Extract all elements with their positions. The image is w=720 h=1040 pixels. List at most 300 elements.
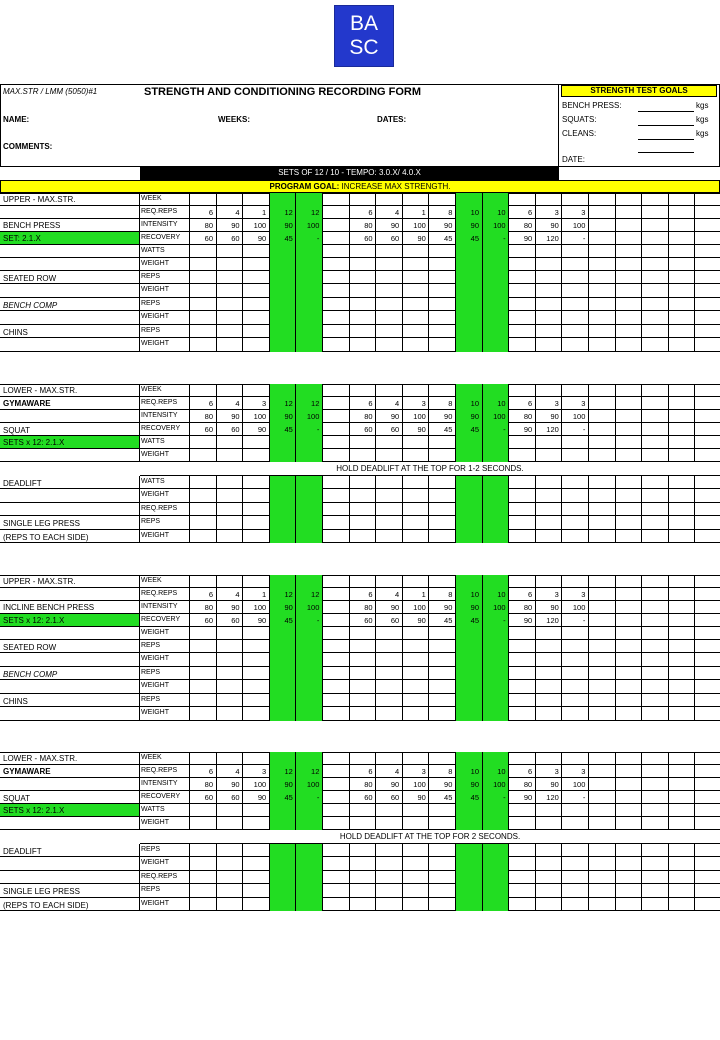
value-cell[interactable]: 90 <box>216 778 243 791</box>
value-cell[interactable]: 90 <box>455 219 482 232</box>
value-cell[interactable] <box>375 245 402 258</box>
value-cell[interactable]: 10 <box>455 588 482 601</box>
value-cell[interactable]: 10 <box>455 397 482 410</box>
value-cell[interactable]: - <box>295 423 322 436</box>
value-cell[interactable]: 6 <box>508 397 535 410</box>
value-cell[interactable]: 3 <box>242 397 269 410</box>
value-cell[interactable]: 90 <box>455 778 482 791</box>
value-cell[interactable] <box>402 898 429 911</box>
value-cell[interactable] <box>535 298 562 311</box>
value-cell[interactable] <box>694 575 720 588</box>
value-cell[interactable] <box>588 219 615 232</box>
value-cell[interactable] <box>428 680 455 694</box>
value-cell[interactable]: 4 <box>375 206 402 219</box>
value-cell[interactable] <box>428 449 455 462</box>
value-cell[interactable] <box>535 857 562 871</box>
value-cell[interactable] <box>269 694 296 707</box>
value-cell[interactable]: 100 <box>402 219 429 232</box>
value-cell[interactable] <box>322 516 349 530</box>
value-cell[interactable] <box>242 817 269 830</box>
value-cell[interactable] <box>508 575 535 588</box>
value-cell[interactable]: 6 <box>189 765 216 778</box>
value-cell[interactable] <box>349 844 376 857</box>
value-cell[interactable] <box>349 653 376 667</box>
value-cell[interactable] <box>216 436 243 449</box>
value-cell[interactable] <box>242 284 269 298</box>
value-cell[interactable]: 10 <box>482 588 509 601</box>
value-cell[interactable] <box>694 311 720 325</box>
value-cell[interactable]: - <box>482 614 509 627</box>
value-cell[interactable] <box>402 694 429 707</box>
value-cell[interactable] <box>535 653 562 667</box>
value-cell[interactable] <box>668 614 695 627</box>
value-cell[interactable] <box>482 530 509 543</box>
value-cell[interactable] <box>561 871 588 884</box>
value-cell[interactable] <box>402 884 429 898</box>
value-cell[interactable] <box>402 871 429 884</box>
value-cell[interactable] <box>561 311 588 325</box>
value-cell[interactable] <box>615 245 642 258</box>
value-cell[interactable] <box>694 817 720 830</box>
value-cell[interactable] <box>242 503 269 516</box>
value-cell[interactable]: 90 <box>508 791 535 804</box>
value-cell[interactable] <box>482 516 509 530</box>
value-cell[interactable]: 80 <box>349 410 376 423</box>
value-cell[interactable] <box>269 640 296 653</box>
value-cell[interactable] <box>561 325 588 338</box>
value-cell[interactable]: 6 <box>349 588 376 601</box>
value-cell[interactable] <box>322 219 349 232</box>
value-cell[interactable] <box>482 707 509 721</box>
value-cell[interactable] <box>216 575 243 588</box>
value-cell[interactable]: - <box>482 791 509 804</box>
value-cell[interactable] <box>668 765 695 778</box>
value-cell[interactable] <box>189 530 216 543</box>
value-cell[interactable] <box>668 588 695 601</box>
value-cell[interactable] <box>641 258 668 271</box>
value-cell[interactable] <box>428 844 455 857</box>
value-cell[interactable] <box>242 245 269 258</box>
value-cell[interactable] <box>189 325 216 338</box>
value-cell[interactable] <box>641 575 668 588</box>
value-cell[interactable] <box>508 707 535 721</box>
value-cell[interactable] <box>641 516 668 530</box>
value-cell[interactable] <box>322 530 349 543</box>
value-cell[interactable] <box>428 707 455 721</box>
value-cell[interactable] <box>641 601 668 614</box>
value-cell[interactable] <box>694 516 720 530</box>
value-cell[interactable]: 60 <box>349 423 376 436</box>
value-cell[interactable]: - <box>482 423 509 436</box>
value-cell[interactable] <box>428 884 455 898</box>
value-cell[interactable] <box>242 338 269 352</box>
value-cell[interactable]: 45 <box>455 614 482 627</box>
value-cell[interactable] <box>455 436 482 449</box>
value-cell[interactable]: 6 <box>189 588 216 601</box>
value-cell[interactable] <box>588 271 615 284</box>
value-cell[interactable] <box>402 284 429 298</box>
value-cell[interactable] <box>561 271 588 284</box>
value-cell[interactable] <box>508 817 535 830</box>
value-cell[interactable] <box>428 667 455 680</box>
value-cell[interactable] <box>482 311 509 325</box>
value-cell[interactable] <box>588 489 615 503</box>
value-cell[interactable] <box>216 193 243 206</box>
value-cell[interactable] <box>588 707 615 721</box>
value-cell[interactable] <box>694 614 720 627</box>
value-cell[interactable] <box>295 311 322 325</box>
value-cell[interactable] <box>668 232 695 245</box>
value-cell[interactable]: 90 <box>269 601 296 614</box>
value-cell[interactable] <box>428 898 455 911</box>
value-cell[interactable]: 60 <box>375 791 402 804</box>
value-cell[interactable] <box>561 530 588 543</box>
value-cell[interactable]: 100 <box>561 410 588 423</box>
value-cell[interactable] <box>375 898 402 911</box>
value-cell[interactable] <box>189 476 216 489</box>
value-cell[interactable] <box>349 707 376 721</box>
value-cell[interactable] <box>216 653 243 667</box>
value-cell[interactable]: 60 <box>375 423 402 436</box>
value-cell[interactable] <box>375 384 402 397</box>
value-cell[interactable] <box>641 311 668 325</box>
value-cell[interactable] <box>482 627 509 640</box>
value-cell[interactable] <box>482 384 509 397</box>
value-cell[interactable] <box>242 884 269 898</box>
value-cell[interactable]: 3 <box>561 765 588 778</box>
value-cell[interactable] <box>189 884 216 898</box>
value-cell[interactable] <box>588 311 615 325</box>
value-cell[interactable]: 3 <box>535 765 562 778</box>
value-cell[interactable] <box>561 503 588 516</box>
value-cell[interactable] <box>694 245 720 258</box>
value-cell[interactable]: 12 <box>295 765 322 778</box>
value-cell[interactable] <box>322 640 349 653</box>
value-cell[interactable] <box>641 640 668 653</box>
value-cell[interactable]: - <box>561 791 588 804</box>
value-cell[interactable] <box>322 489 349 503</box>
value-cell[interactable] <box>561 516 588 530</box>
value-cell[interactable] <box>641 817 668 830</box>
value-cell[interactable] <box>668 575 695 588</box>
value-cell[interactable]: 90 <box>269 219 296 232</box>
value-cell[interactable]: 8 <box>428 206 455 219</box>
value-cell[interactable] <box>322 284 349 298</box>
value-cell[interactable] <box>189 653 216 667</box>
value-cell[interactable] <box>428 311 455 325</box>
value-cell[interactable]: 3 <box>535 588 562 601</box>
value-cell[interactable] <box>668 898 695 911</box>
value-cell[interactable]: 90 <box>535 219 562 232</box>
value-cell[interactable]: 100 <box>482 219 509 232</box>
value-cell[interactable] <box>455 680 482 694</box>
value-cell[interactable] <box>694 667 720 680</box>
value-cell[interactable] <box>428 871 455 884</box>
value-cell[interactable] <box>189 311 216 325</box>
value-cell[interactable] <box>668 423 695 436</box>
value-cell[interactable] <box>428 640 455 653</box>
value-cell[interactable] <box>508 245 535 258</box>
value-cell[interactable] <box>482 680 509 694</box>
value-cell[interactable] <box>349 193 376 206</box>
value-cell[interactable] <box>615 338 642 352</box>
value-cell[interactable] <box>535 271 562 284</box>
value-cell[interactable]: 90 <box>535 601 562 614</box>
value-cell[interactable] <box>349 694 376 707</box>
value-cell[interactable] <box>615 311 642 325</box>
value-cell[interactable] <box>535 707 562 721</box>
value-cell[interactable] <box>694 530 720 543</box>
value-cell[interactable] <box>375 804 402 817</box>
value-cell[interactable] <box>588 765 615 778</box>
value-cell[interactable] <box>402 436 429 449</box>
value-cell[interactable] <box>402 516 429 530</box>
value-cell[interactable]: 80 <box>349 778 376 791</box>
value-cell[interactable]: 100 <box>561 219 588 232</box>
value-cell[interactable] <box>588 752 615 765</box>
value-cell[interactable] <box>561 476 588 489</box>
value-cell[interactable] <box>402 298 429 311</box>
value-cell[interactable] <box>535 640 562 653</box>
value-cell[interactable] <box>535 752 562 765</box>
value-cell[interactable] <box>216 258 243 271</box>
value-cell[interactable] <box>269 871 296 884</box>
value-cell[interactable] <box>216 752 243 765</box>
value-cell[interactable] <box>694 804 720 817</box>
value-cell[interactable] <box>588 436 615 449</box>
value-cell[interactable] <box>508 884 535 898</box>
value-cell[interactable] <box>428 817 455 830</box>
value-cell[interactable] <box>588 516 615 530</box>
value-cell[interactable] <box>295 436 322 449</box>
value-cell[interactable] <box>216 325 243 338</box>
value-cell[interactable] <box>641 338 668 352</box>
value-cell[interactable] <box>375 694 402 707</box>
value-cell[interactable] <box>269 503 296 516</box>
value-cell[interactable] <box>694 325 720 338</box>
value-cell[interactable]: 100 <box>482 601 509 614</box>
value-cell[interactable]: 3 <box>561 397 588 410</box>
value-cell[interactable] <box>615 791 642 804</box>
value-cell[interactable] <box>242 898 269 911</box>
value-cell[interactable] <box>588 503 615 516</box>
value-cell[interactable] <box>508 436 535 449</box>
value-cell[interactable]: 90 <box>242 791 269 804</box>
value-cell[interactable] <box>561 298 588 311</box>
value-cell[interactable]: 100 <box>295 410 322 423</box>
value-cell[interactable] <box>216 271 243 284</box>
value-cell[interactable] <box>402 804 429 817</box>
value-cell[interactable]: 120 <box>535 423 562 436</box>
value-cell[interactable]: 90 <box>402 423 429 436</box>
value-cell[interactable] <box>535 667 562 680</box>
value-cell[interactable]: 100 <box>402 410 429 423</box>
value-cell[interactable] <box>269 325 296 338</box>
value-cell[interactable] <box>375 707 402 721</box>
value-cell[interactable]: 60 <box>189 791 216 804</box>
value-cell[interactable]: 90 <box>375 410 402 423</box>
value-cell[interactable] <box>375 680 402 694</box>
value-cell[interactable] <box>242 871 269 884</box>
value-cell[interactable] <box>189 489 216 503</box>
value-cell[interactable] <box>561 284 588 298</box>
value-cell[interactable]: 4 <box>216 397 243 410</box>
value-cell[interactable] <box>349 817 376 830</box>
value-cell[interactable] <box>615 884 642 898</box>
value-cell[interactable] <box>269 284 296 298</box>
value-cell[interactable] <box>694 778 720 791</box>
value-cell[interactable] <box>216 817 243 830</box>
value-cell[interactable]: 45 <box>455 791 482 804</box>
value-cell[interactable] <box>535 284 562 298</box>
value-cell[interactable] <box>375 271 402 284</box>
value-cell[interactable] <box>482 752 509 765</box>
value-cell[interactable] <box>535 694 562 707</box>
value-cell[interactable] <box>428 503 455 516</box>
value-cell[interactable] <box>508 627 535 640</box>
value-cell[interactable] <box>482 298 509 311</box>
value-cell[interactable]: 60 <box>349 232 376 245</box>
value-cell[interactable] <box>668 410 695 423</box>
value-cell[interactable] <box>455 476 482 489</box>
value-cell[interactable] <box>508 898 535 911</box>
value-cell[interactable] <box>295 857 322 871</box>
value-cell[interactable] <box>216 627 243 640</box>
value-cell[interactable] <box>349 338 376 352</box>
value-cell[interactable] <box>322 844 349 857</box>
value-cell[interactable] <box>322 436 349 449</box>
value-cell[interactable] <box>535 575 562 588</box>
value-cell[interactable] <box>535 516 562 530</box>
value-cell[interactable] <box>322 397 349 410</box>
value-cell[interactable] <box>375 436 402 449</box>
value-cell[interactable] <box>455 627 482 640</box>
value-cell[interactable] <box>269 489 296 503</box>
value-cell[interactable] <box>508 857 535 871</box>
value-cell[interactable] <box>402 258 429 271</box>
value-cell[interactable] <box>216 449 243 462</box>
value-cell[interactable] <box>189 449 216 462</box>
value-cell[interactable] <box>668 817 695 830</box>
value-cell[interactable] <box>269 627 296 640</box>
value-cell[interactable] <box>694 791 720 804</box>
value-cell[interactable] <box>668 516 695 530</box>
value-cell[interactable] <box>561 245 588 258</box>
value-cell[interactable] <box>641 765 668 778</box>
value-cell[interactable] <box>189 844 216 857</box>
value-cell[interactable] <box>455 284 482 298</box>
value-cell[interactable] <box>455 325 482 338</box>
value-cell[interactable] <box>269 884 296 898</box>
value-cell[interactable] <box>535 245 562 258</box>
value-cell[interactable] <box>641 707 668 721</box>
value-cell[interactable] <box>322 614 349 627</box>
value-cell[interactable]: 120 <box>535 232 562 245</box>
value-cell[interactable] <box>535 627 562 640</box>
value-cell[interactable] <box>508 667 535 680</box>
value-cell[interactable] <box>349 871 376 884</box>
value-cell[interactable] <box>269 898 296 911</box>
value-cell[interactable] <box>402 857 429 871</box>
value-cell[interactable] <box>242 476 269 489</box>
value-cell[interactable] <box>694 694 720 707</box>
value-cell[interactable] <box>694 489 720 503</box>
value-cell[interactable] <box>295 640 322 653</box>
value-cell[interactable] <box>242 449 269 462</box>
value-cell[interactable] <box>295 325 322 338</box>
value-cell[interactable] <box>189 258 216 271</box>
value-cell[interactable] <box>402 245 429 258</box>
value-cell[interactable] <box>269 193 296 206</box>
value-cell[interactable] <box>322 476 349 489</box>
value-cell[interactable] <box>402 476 429 489</box>
value-cell[interactable]: 90 <box>269 778 296 791</box>
value-cell[interactable]: 100 <box>295 778 322 791</box>
value-cell[interactable] <box>561 752 588 765</box>
value-cell[interactable] <box>668 707 695 721</box>
value-cell[interactable]: 90 <box>375 219 402 232</box>
value-cell[interactable] <box>322 449 349 462</box>
value-cell[interactable] <box>588 245 615 258</box>
value-cell[interactable] <box>349 384 376 397</box>
value-cell[interactable] <box>242 627 269 640</box>
value-cell[interactable]: 80 <box>349 219 376 232</box>
value-cell[interactable]: 8 <box>428 588 455 601</box>
value-cell[interactable] <box>402 338 429 352</box>
value-cell[interactable] <box>641 232 668 245</box>
value-cell[interactable] <box>402 311 429 325</box>
value-cell[interactable] <box>668 627 695 640</box>
value-cell[interactable] <box>668 325 695 338</box>
value-cell[interactable]: 12 <box>269 588 296 601</box>
value-cell[interactable] <box>668 397 695 410</box>
value-cell[interactable] <box>482 667 509 680</box>
value-cell[interactable] <box>561 489 588 503</box>
value-cell[interactable] <box>269 680 296 694</box>
value-cell[interactable] <box>322 503 349 516</box>
value-cell[interactable] <box>269 298 296 311</box>
value-cell[interactable] <box>402 627 429 640</box>
value-cell[interactable] <box>242 311 269 325</box>
value-cell[interactable] <box>694 844 720 857</box>
value-cell[interactable] <box>402 575 429 588</box>
value-cell[interactable] <box>402 271 429 284</box>
value-cell[interactable]: 10 <box>482 765 509 778</box>
value-cell[interactable]: - <box>295 232 322 245</box>
value-cell[interactable] <box>588 325 615 338</box>
value-cell[interactable]: 80 <box>508 601 535 614</box>
value-cell[interactable] <box>668 791 695 804</box>
value-cell[interactable] <box>508 271 535 284</box>
value-cell[interactable] <box>428 530 455 543</box>
value-cell[interactable] <box>482 898 509 911</box>
value-cell[interactable] <box>641 530 668 543</box>
value-cell[interactable] <box>615 680 642 694</box>
value-cell[interactable] <box>588 857 615 871</box>
value-cell[interactable] <box>561 258 588 271</box>
value-cell[interactable]: 45 <box>428 232 455 245</box>
value-cell[interactable] <box>322 627 349 640</box>
value-cell[interactable] <box>668 871 695 884</box>
value-cell[interactable] <box>269 804 296 817</box>
value-cell[interactable]: 4 <box>216 765 243 778</box>
value-cell[interactable] <box>694 884 720 898</box>
value-cell[interactable]: 60 <box>189 614 216 627</box>
value-cell[interactable] <box>455 694 482 707</box>
value-cell[interactable] <box>349 489 376 503</box>
value-cell[interactable] <box>375 193 402 206</box>
value-cell[interactable] <box>455 530 482 543</box>
